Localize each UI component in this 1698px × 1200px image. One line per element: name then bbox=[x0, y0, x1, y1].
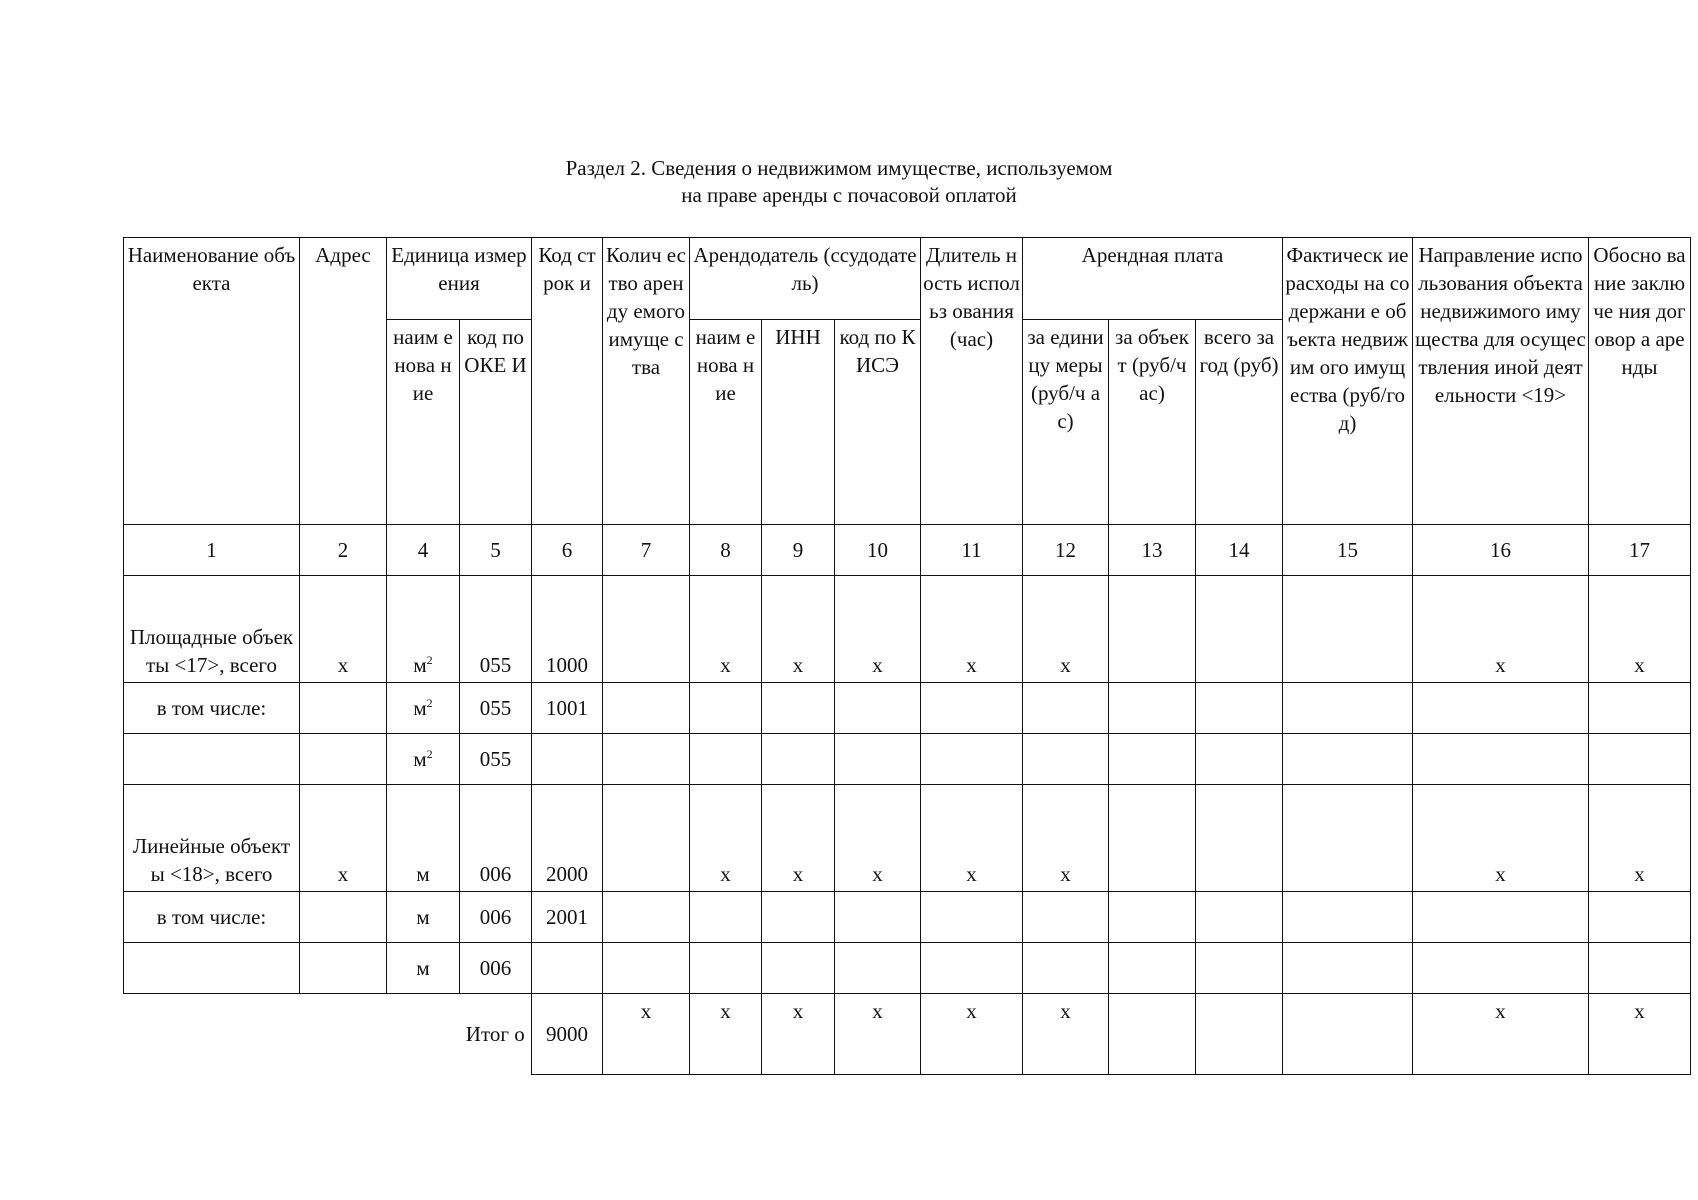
row-name: в том числе: bbox=[124, 683, 300, 734]
row-inn bbox=[762, 734, 835, 785]
col-num: 7 bbox=[603, 525, 690, 576]
row-rent-year bbox=[1196, 943, 1283, 994]
header-line-code: Код строк и bbox=[532, 238, 603, 525]
row-lessor-name bbox=[690, 892, 762, 943]
table-row-linear-incl bbox=[124, 892, 1691, 943]
row-justification: х bbox=[1589, 576, 1691, 683]
row-code: 1001 bbox=[532, 683, 603, 734]
col-num: 8 bbox=[690, 525, 762, 576]
header-quantity: Колич ество аренду емого имуще ства bbox=[603, 238, 690, 525]
row-rent-year bbox=[1196, 785, 1283, 892]
header-expenses: Фактическ ие расходы на содержани е объекта недвижим ого имущества (руб/год) bbox=[1283, 238, 1413, 525]
row-address: х bbox=[300, 785, 387, 892]
col-num: 12 bbox=[1023, 525, 1109, 576]
row-address bbox=[300, 943, 387, 994]
total-direction: х bbox=[1413, 994, 1589, 1075]
total-label: Итог о bbox=[460, 994, 532, 1075]
row-okei: 006 bbox=[460, 785, 532, 892]
col-num: 4 bbox=[387, 525, 460, 576]
table-row-linear-blank bbox=[124, 943, 1691, 994]
col-num: 5 bbox=[460, 525, 532, 576]
row-rent-unit bbox=[1023, 943, 1109, 994]
row-lessor-name bbox=[690, 734, 762, 785]
header-rent: Арендная плата bbox=[1023, 238, 1283, 320]
total-justification: х bbox=[1589, 994, 1691, 1075]
col-num: 11 bbox=[921, 525, 1023, 576]
row-inn bbox=[762, 683, 835, 734]
row-inn: х bbox=[762, 785, 835, 892]
row-justification: х bbox=[1589, 785, 1691, 892]
col-num: 9 bbox=[762, 525, 835, 576]
row-duration bbox=[921, 892, 1023, 943]
row-rent-year bbox=[1196, 576, 1283, 683]
row-justification bbox=[1589, 683, 1691, 734]
total-duration: х bbox=[921, 994, 1023, 1075]
col-num: 14 bbox=[1196, 525, 1283, 576]
col-num: 1 bbox=[124, 525, 300, 576]
row-rent-year bbox=[1196, 892, 1283, 943]
row-unit: $м^2$ bbox=[387, 683, 460, 734]
row-justification bbox=[1589, 892, 1691, 943]
row-address bbox=[300, 683, 387, 734]
title-line-2: на праве аренды с почасовой оплатой bbox=[681, 183, 1017, 207]
row-justification bbox=[1589, 943, 1691, 994]
row-okei: 006 bbox=[460, 943, 532, 994]
total-kise: х bbox=[835, 994, 921, 1075]
row-expenses bbox=[1283, 683, 1413, 734]
header-unit-okei: код по ОКЕ И bbox=[460, 320, 532, 525]
row-name bbox=[124, 734, 300, 785]
row-quantity bbox=[603, 734, 690, 785]
row-justification bbox=[1589, 734, 1691, 785]
row-lessor-name: х bbox=[690, 785, 762, 892]
table-row-total bbox=[124, 994, 1691, 1075]
row-direction bbox=[1413, 892, 1589, 943]
row-lessor-name bbox=[690, 683, 762, 734]
header-rent-object: за объект (руб/ч ас) bbox=[1109, 320, 1196, 525]
row-rent-unit bbox=[1023, 892, 1109, 943]
row-okei: 055 bbox=[460, 683, 532, 734]
row-inn: х bbox=[762, 576, 835, 683]
row-address bbox=[300, 734, 387, 785]
row-name bbox=[124, 943, 300, 994]
row-direction bbox=[1413, 734, 1589, 785]
total-expenses bbox=[1283, 994, 1413, 1075]
row-direction: х bbox=[1413, 576, 1589, 683]
total-inn: х bbox=[762, 994, 835, 1075]
row-rent-object bbox=[1109, 943, 1196, 994]
col-num: 2 bbox=[300, 525, 387, 576]
total-quantity: х bbox=[603, 994, 690, 1075]
row-okei: 006 bbox=[460, 892, 532, 943]
row-duration: х bbox=[921, 576, 1023, 683]
row-rent-object bbox=[1109, 734, 1196, 785]
row-rent-year bbox=[1196, 734, 1283, 785]
row-duration bbox=[921, 683, 1023, 734]
row-kise: х bbox=[835, 785, 921, 892]
row-code: 2001 bbox=[532, 892, 603, 943]
column-numbers-row bbox=[124, 525, 1691, 576]
row-okei: 055 bbox=[460, 576, 532, 683]
row-rent-unit: х bbox=[1023, 785, 1109, 892]
row-lessor-name: х bbox=[690, 576, 762, 683]
header-address: Адрес bbox=[300, 238, 387, 525]
row-address bbox=[300, 892, 387, 943]
row-name: Линейные объекты <18>, всего bbox=[124, 785, 300, 892]
total-spacer bbox=[387, 994, 460, 1075]
total-code: 9000 bbox=[532, 994, 603, 1075]
header-justification: Обосно вание заключе ния договор а аренды bbox=[1589, 238, 1691, 525]
header-duration: Длитель ность использ ования (час) bbox=[921, 238, 1023, 525]
header-direction: Направление использования объекта недвижимого имущества для осуществления иной деятельности <19> bbox=[1413, 238, 1589, 525]
row-code bbox=[532, 734, 603, 785]
property-table bbox=[123, 237, 1691, 1075]
total-lessor-name: х bbox=[690, 994, 762, 1075]
header-lessor-kise: код по КИСЭ bbox=[835, 320, 921, 525]
row-unit: $м^2$ bbox=[387, 576, 460, 683]
total-spacer bbox=[300, 994, 387, 1075]
total-rent-object bbox=[1109, 994, 1196, 1075]
header-unit-name: наим енова ние bbox=[387, 320, 460, 525]
col-num: 17 bbox=[1589, 525, 1691, 576]
row-duration bbox=[921, 734, 1023, 785]
header-row-1 bbox=[124, 238, 1691, 320]
col-num: 6 bbox=[532, 525, 603, 576]
col-num: 15 bbox=[1283, 525, 1413, 576]
row-name: Площадные объекты <17>, всего bbox=[124, 576, 300, 683]
row-code: 2000 bbox=[532, 785, 603, 892]
row-kise: х bbox=[835, 576, 921, 683]
row-rent-object bbox=[1109, 785, 1196, 892]
row-okei: 055 bbox=[460, 734, 532, 785]
table-row-area-blank bbox=[124, 734, 1691, 785]
header-rent-unit: за едини цу меры (руб/ч ас) bbox=[1023, 320, 1109, 525]
row-kise bbox=[835, 683, 921, 734]
total-rent-unit: х bbox=[1023, 994, 1109, 1075]
row-unit: $м^2$ bbox=[387, 734, 460, 785]
row-rent-object bbox=[1109, 683, 1196, 734]
row-kise bbox=[835, 892, 921, 943]
row-expenses bbox=[1283, 576, 1413, 683]
row-rent-object bbox=[1109, 892, 1196, 943]
row-duration: х bbox=[921, 785, 1023, 892]
row-code bbox=[532, 943, 603, 994]
row-unit: м bbox=[387, 892, 460, 943]
row-expenses bbox=[1283, 734, 1413, 785]
row-direction bbox=[1413, 683, 1589, 734]
col-num: 13 bbox=[1109, 525, 1196, 576]
header-lessor-name: наим енова ние bbox=[690, 320, 762, 525]
row-name: в том числе: bbox=[124, 892, 300, 943]
row-rent-unit bbox=[1023, 734, 1109, 785]
row-quantity bbox=[603, 943, 690, 994]
row-unit: м bbox=[387, 785, 460, 892]
section-title bbox=[0, 155, 1698, 209]
header-unit: Единица измерения bbox=[387, 238, 532, 320]
row-expenses bbox=[1283, 943, 1413, 994]
row-address: х bbox=[300, 576, 387, 683]
table-row-linear-total bbox=[124, 785, 1691, 892]
row-direction: х bbox=[1413, 785, 1589, 892]
row-inn bbox=[762, 943, 835, 994]
header-name: Наименование объекта bbox=[124, 238, 300, 525]
col-num: 10 bbox=[835, 525, 921, 576]
row-quantity bbox=[603, 683, 690, 734]
row-inn bbox=[762, 892, 835, 943]
row-rent-unit bbox=[1023, 683, 1109, 734]
row-duration bbox=[921, 943, 1023, 994]
row-expenses bbox=[1283, 892, 1413, 943]
row-rent-object bbox=[1109, 576, 1196, 683]
table-row-area-incl bbox=[124, 683, 1691, 734]
row-quantity bbox=[603, 785, 690, 892]
row-expenses bbox=[1283, 785, 1413, 892]
header-lessor-inn: ИНН bbox=[762, 320, 835, 525]
header-lessor: Арендодатель (ссудодатель) bbox=[690, 238, 921, 320]
row-lessor-name bbox=[690, 943, 762, 994]
row-unit: м bbox=[387, 943, 460, 994]
row-code: 1000 bbox=[532, 576, 603, 683]
row-kise bbox=[835, 734, 921, 785]
col-num: 16 bbox=[1413, 525, 1589, 576]
row-quantity bbox=[603, 892, 690, 943]
total-rent-year bbox=[1196, 994, 1283, 1075]
row-rent-unit: х bbox=[1023, 576, 1109, 683]
title-line-1: Раздел 2. Сведения о недвижимом имуществе, используемом bbox=[565, 156, 1113, 180]
row-kise bbox=[835, 943, 921, 994]
header-rent-year: всего за год (руб) bbox=[1196, 320, 1283, 525]
total-spacer bbox=[124, 994, 300, 1075]
row-direction bbox=[1413, 943, 1589, 994]
table-row-area-total bbox=[124, 576, 1691, 683]
row-rent-year bbox=[1196, 683, 1283, 734]
row-quantity bbox=[603, 576, 690, 683]
